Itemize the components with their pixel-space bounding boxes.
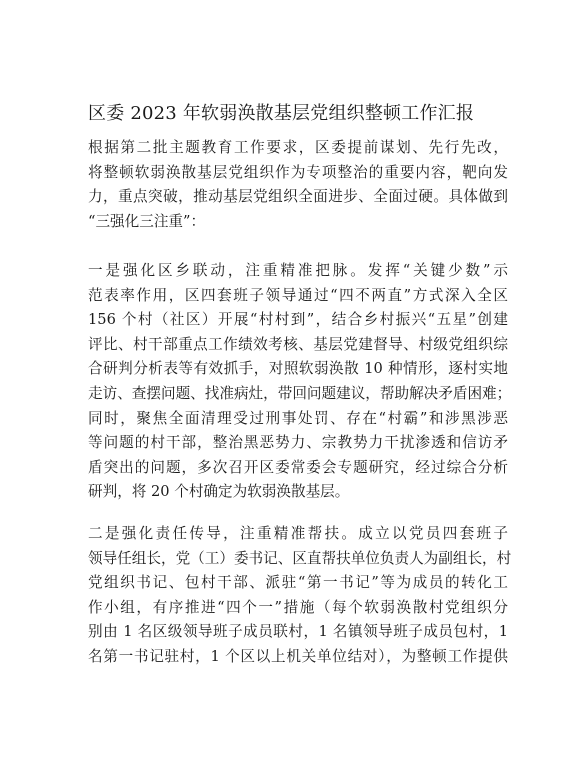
paragraph-line: 走访、查摆问题、找准病灶，带回问题建议，帮助解决矛盾困难； (88, 384, 512, 402)
paragraph-line: 力，重点突破，推动基层党组织全面进步、全面过硬。具体做到 (88, 188, 508, 206)
paragraph-line: “三强化三注重”： (88, 212, 206, 230)
paragraph-line: 范表率作用，区四套班子领导通过“四不两直”方式深入全区 (88, 286, 508, 304)
paragraph-line: 一是强化区乡联动，注重精准把脉。发挥“关键少数”示 (88, 262, 508, 279)
paragraph-line: 评比、村干部重点工作绩效考核、基层党建督导、村级党组织综 (88, 335, 508, 353)
paragraph-section-two (88, 522, 512, 670)
paragraph-line: 根据第二批主题教育工作要求，区委提前谋划、先行先改， (88, 139, 508, 156)
paragraph-line: 将整顿软弱涣散基层党组织作为专项整治的重要内容，靶向发 (88, 163, 508, 181)
paragraph-line: 等问题的村干部，整治黑恶势力、宗教势力干扰渗透和信访矛 (88, 434, 508, 452)
paragraph-line: 领导任组长，党（工）委书记、区直帮扶单位负责人为副组长，村 (88, 549, 512, 567)
paragraph-line: 合研判分析表等有效抓手，对照软弱涣散 10 种情形，逐村实地 (88, 360, 508, 378)
paragraph-line: 别由 1 名区级领导班子成员联村，1 名镇领导班子成员包村，1 (88, 623, 508, 641)
paragraph-line: 名第一书记驻村，1 个区以上机关单位结对），为整顿工作提供 (88, 647, 508, 665)
paragraph-line: 同时，聚焦全面清理受过刑事处罚、存在“村霸”和涉黑涉恶 (88, 409, 508, 427)
paragraph-section-one (88, 259, 512, 505)
paragraph-line: 党组织书记、包村干部、派驻“第一书记”等为成员的转化工 (88, 574, 508, 592)
paragraph-line: 二是强化责任传导，注重精准帮扶。成立以党员四套班子 (88, 525, 508, 542)
paragraph-line: 研判，将 20 个村确定为软弱涣散基层。 (88, 483, 350, 501)
paragraph-line: 作小组，有序推进“四个一”措施（每个软弱涣散村党组织分 (88, 598, 508, 616)
paragraph-line: 156 个村（社区）开展“村村到”，结合乡村振兴“五星”创建 (88, 311, 508, 329)
paragraph-intro (88, 136, 508, 234)
document-title: 区委 2023 年软弱涣散基层党组织整顿工作汇报 (88, 103, 475, 124)
paragraph-line: 盾突出的问题，多次召开区委常委会专题研究，经过综合分析 (88, 458, 508, 476)
